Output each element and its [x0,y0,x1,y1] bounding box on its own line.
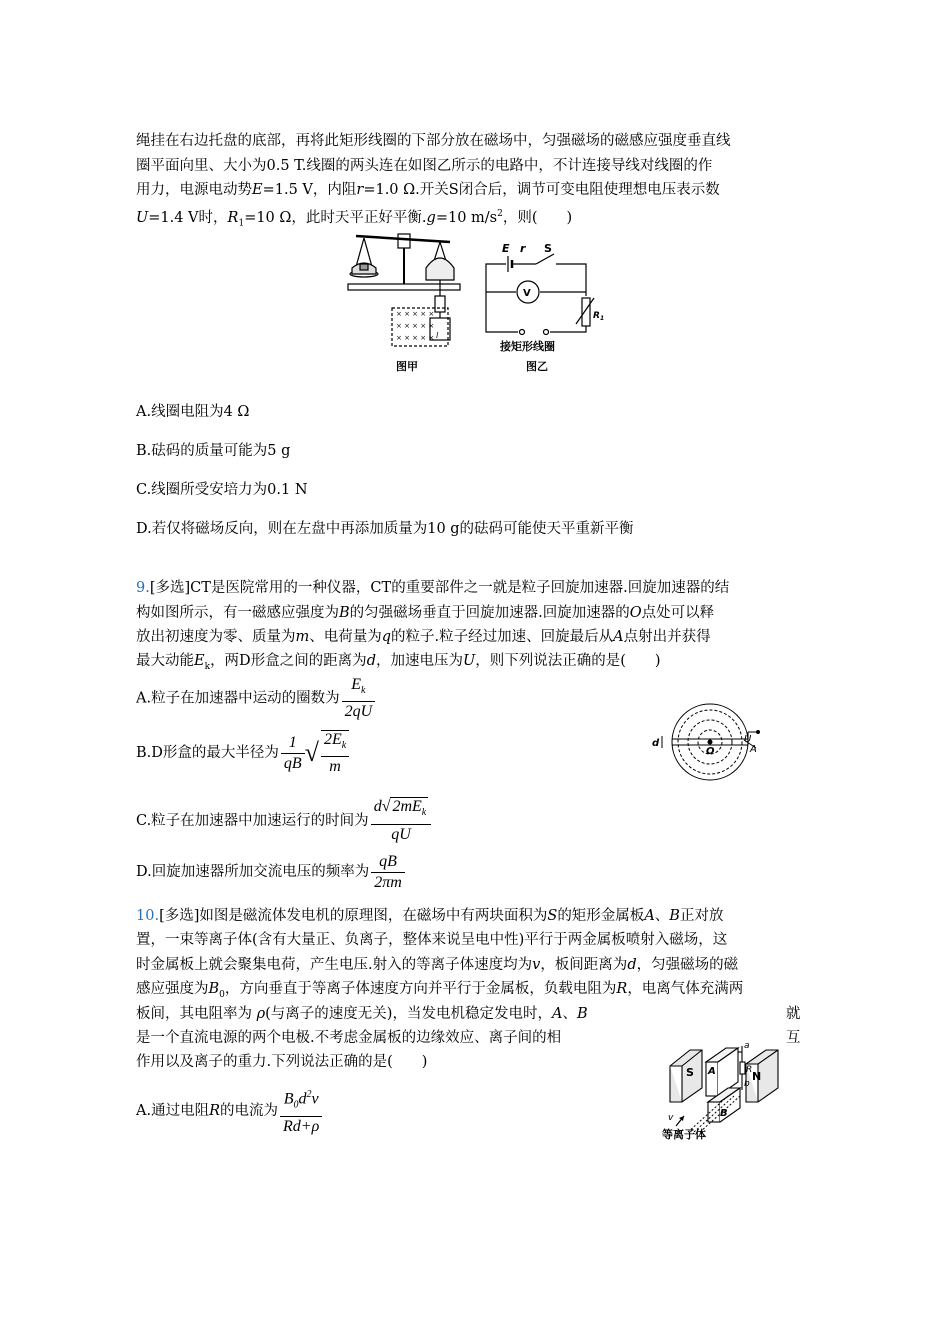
q9-line-2: 构如图所示，有一磁感应强度为B的匀强磁场垂直于回旋加速器.回旋加速器的O点处可以释 [136,605,715,621]
circuit-diagram [486,254,594,335]
mhd-label-r: R [746,1065,753,1075]
q10-line-6: 是一个直流电源的两个电极.不考虑金属板的边缘效应、离子间的相 [136,1030,562,1046]
cyclotron-label-u: U [744,734,752,745]
caption-yi: 图乙 [526,360,548,373]
q9-option-d: D.回旋加速器所加交流电压的频率为 $\frac{qB}{2\pi m}$ [136,850,405,894]
label-r: r [520,242,526,255]
formula-b-rad: $\frac{2E_k}{m}$ [321,730,349,776]
q8-option-b: B.砝码的质量可能为5 g [136,443,291,459]
figure-balance-circuit [340,228,620,378]
q10-line-5-end: 就 [786,1006,801,1022]
intro-line-2: 圈平面向里、大小为0.5 T.线圈的两头连在如图乙所示的电路中，不计连接导线对线圈的作 [136,158,713,174]
q10-line-6-end: 互 [786,1030,801,1046]
label-l: l [436,331,439,340]
intro-line-4: U=1.4 V时，$R_1=10$ Ω，此时天平正好平衡.g=10 $m/s^2$，则( ) [136,209,573,229]
q9-option-a: A.粒子在加速器中运动的圈数为 $\frac{E_k}{2qU}$ [136,676,375,721]
q10-line-3: 时金属板上就会聚集电荷，产生电压.射入的等离子体速度均为v，板间距离为d，匀强磁场的磁 [136,957,739,973]
cyclotron-label-a: A [750,744,757,755]
q10-line-4: 感应强度为$B_0$，方向垂直于等离子体速度方向并平行于金属板，负载电阻为R，电离气体充满两 [136,981,744,1000]
mhd-label-b-term: b [744,1079,750,1089]
formula-d: $\frac{qB}{2\pi m}$ [371,853,405,892]
figure-cyclotron [648,700,768,790]
q9-number: 9. [136,580,150,596]
svg-text:× × × × ×: × × × × × [396,334,435,342]
svg-text:× × × × ×: × × × × × [396,310,435,318]
label-V: V [523,288,531,299]
figure-mhd-generator [662,1040,790,1140]
q8-option-c: C.线圈所受安培力为0.1 N [136,482,308,498]
mhd-caption: 等离子体 [662,1128,706,1140]
cyclotron-label-d: d [652,738,660,749]
intro-line-3: 用力，电源电动势E=1.5 V，内阻r=1.0 Ω.开关S闭合后，调节可变电阻使理想电压表示数 [136,182,720,198]
q10-line-1: 10.[多选]如图是磁流体发电机的原理图，在磁场中有两块面积为S的矩形金属板A、B正对放 [136,908,724,924]
q10-number: 10. [136,908,160,924]
q9-line-3: 放出初速度为零、质量为m、电荷量为q的粒子.粒子经过加速、回旋最后从A点射出并获得 [136,629,711,645]
mhd-label-b-plate: B [720,1108,728,1119]
mhd-label-n: N [752,1070,762,1083]
label-E: E [502,242,510,255]
mhd-label-s: S [686,1066,694,1079]
q9-line-4: 最大动能$E_k$，两D形盒之间的距离为d，加速电压为U，则下列说法正确的是( ) [136,653,661,672]
cyclotron-label-o: O [706,746,715,757]
formula-b-coef: $\frac{1}{qB}$ [281,734,305,773]
q10-line-7: 作用以及离子的重力.下列说法正确的是( ) [136,1054,428,1070]
intro-line-1: 绳挂在右边托盘的底部，再将此矩形线圈的下部分放在磁场中，匀强磁场的磁感应强度垂直线 [136,133,731,149]
caption-coil: 接矩形线圈 [500,340,555,353]
q8-option-a: A.线圈电阻为4 Ω [136,404,250,420]
formula-a: $\frac{E_k}{2qU}$ [342,676,376,721]
q9-line-1: 9.[多选]CT是医院常用的一种仪器，CT的重要部件之一就是粒子回旋加速器.回旋加速器的结 [136,580,730,596]
q10-line-5: 板间，其电阻率为 ρ(与离子的速度无关)，当发电机稳定发电时，A、B [136,1006,588,1022]
q10-option-a: A.通过电阻R的电流为 $\frac{B_0d^2v}{Rd+\rho}$ [136,1086,322,1136]
q10-line-2: 置，一束等离子体(含有大量正、负离子，整体来说呈电中性)平行于两金属板喷射入磁场，这 [136,932,728,948]
label-R1: $R_1$ [593,311,605,322]
mhd-label-v: v [668,1113,674,1123]
formula-c: $\frac{d√ 2mE_k}{qU}$ [371,798,432,843]
mhd-label-a-term: a [744,1041,750,1051]
formula-q10-a: $\frac{B_0d^2v}{Rd+\rho}$ [280,1086,322,1136]
mhd-label-a-plate: A [708,1066,716,1077]
svg-text:× × × × ×: × × × × × [396,322,435,330]
caption-jia: 图甲 [396,360,418,373]
label-S: S [544,242,552,255]
q8-option-d: D.若仅将磁场反向，则在左盘中再添加质量为10 g的砝码可能使天平重新平衡 [136,521,634,537]
q9-option-c: C.粒子在加速器中加速运行的时间为 $\frac{d√ 2mE_k}{qU}$ [136,797,431,845]
q9-option-b: B.D形盒的最大半径为 $\frac{1}{qB}$ √ $\frac{2E_k}{m}$ [136,730,349,776]
